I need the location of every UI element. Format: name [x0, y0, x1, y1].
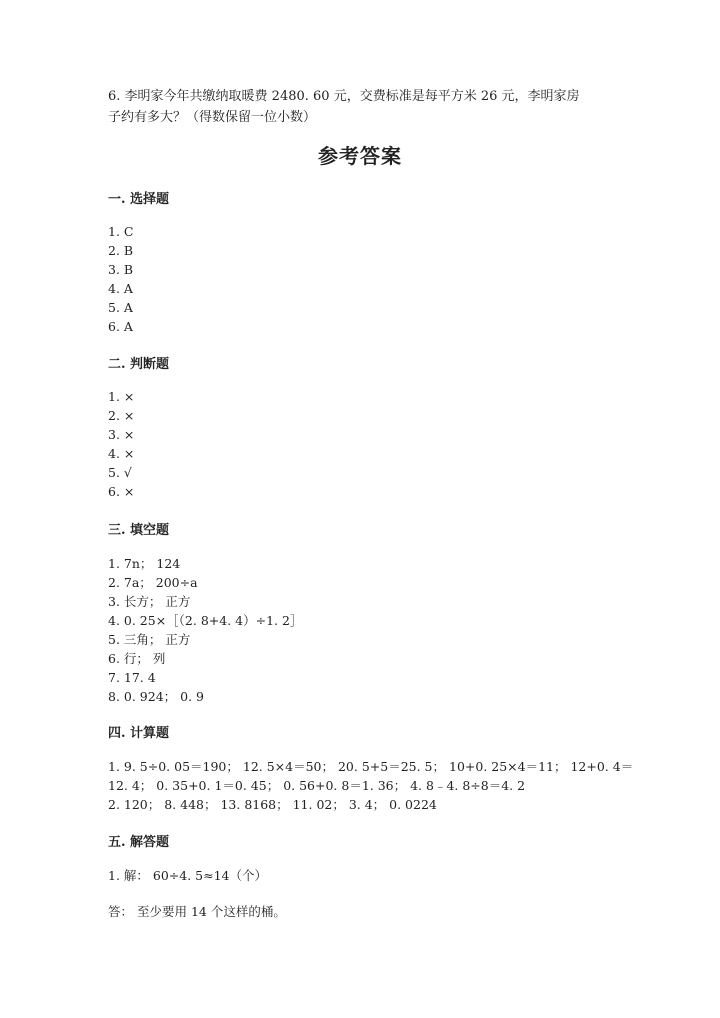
list-item: 8. 0. 924； 0. 9 — [108, 689, 204, 704]
solve-answer-line-1: 1. 解： 60÷4. 5≈14（个） — [108, 868, 267, 883]
list-item: 1. 7n； 124 — [108, 556, 181, 571]
section-title-choice: 一. 选择题 — [108, 192, 170, 207]
list-item: 7. 17. 4 — [108, 670, 156, 685]
question-line-1: 6. 李明家今年共缴纳取暖费 2480. 60 元，交费标准是每平方米 26 元，李明家房 — [108, 89, 580, 104]
question-line-2: 子约有多大？（得数保留一位小数） — [108, 110, 317, 125]
section-title-solve: 五. 解答题 — [108, 835, 170, 850]
list-item: 5. √ — [108, 465, 132, 480]
list-item: 5. 三角； 正方 — [108, 632, 191, 647]
list-item: 6. × — [108, 484, 135, 499]
calc-answer-line-1: 1. 9. 5÷0. 05＝190； 12. 5×4＝50； 20. 5+5＝25. 5； 10+0. 25×4＝11； 12+0. 4＝ — [108, 759, 634, 774]
solve-answer-line-2: 答： 至少要用 14 个这样的桶。 — [108, 904, 286, 919]
list-item: 6. 行； 列 — [108, 651, 166, 666]
list-item: 1. × — [108, 389, 135, 404]
list-item: 4. 0. 25×［（2. 8+4. 4）÷1. 2］ — [108, 613, 303, 628]
calc-answer-line-2: 12. 4； 0. 35+0. 1＝0. 45； 0. 56+0. 8＝1. 36； 4. 8﹣4. 8÷8＝4. 2 — [108, 778, 526, 793]
section-title-calc: 四. 计算题 — [108, 726, 170, 741]
calc-answer-line-3: 2. 120； 8. 448； 13. 8168； 11. 02； 3. 4； 0. 0224 — [108, 797, 437, 812]
section-title-fill: 三. 填空题 — [108, 523, 170, 538]
fill-answer-list — [108, 554, 302, 706]
list-item: 4. A — [108, 281, 133, 296]
list-item: 6. A — [108, 319, 133, 334]
list-item: 4. × — [108, 446, 135, 461]
list-item: 3. × — [108, 427, 135, 442]
judge-answer-list — [108, 387, 134, 501]
list-item: 2. B — [108, 243, 134, 258]
list-item: 2. × — [108, 408, 135, 423]
section-title-judge: 二. 判断题 — [108, 357, 170, 372]
list-item: 3. B — [108, 262, 134, 277]
list-item: 5. A — [108, 300, 133, 315]
choice-answer-list — [108, 222, 133, 336]
list-item: 2. 7a； 200÷a — [108, 575, 198, 590]
page-title: 参考答案 — [318, 144, 402, 168]
question-6 — [108, 86, 618, 128]
list-item: 3. 长方； 正方 — [108, 594, 191, 609]
list-item: 1. C — [108, 224, 134, 239]
